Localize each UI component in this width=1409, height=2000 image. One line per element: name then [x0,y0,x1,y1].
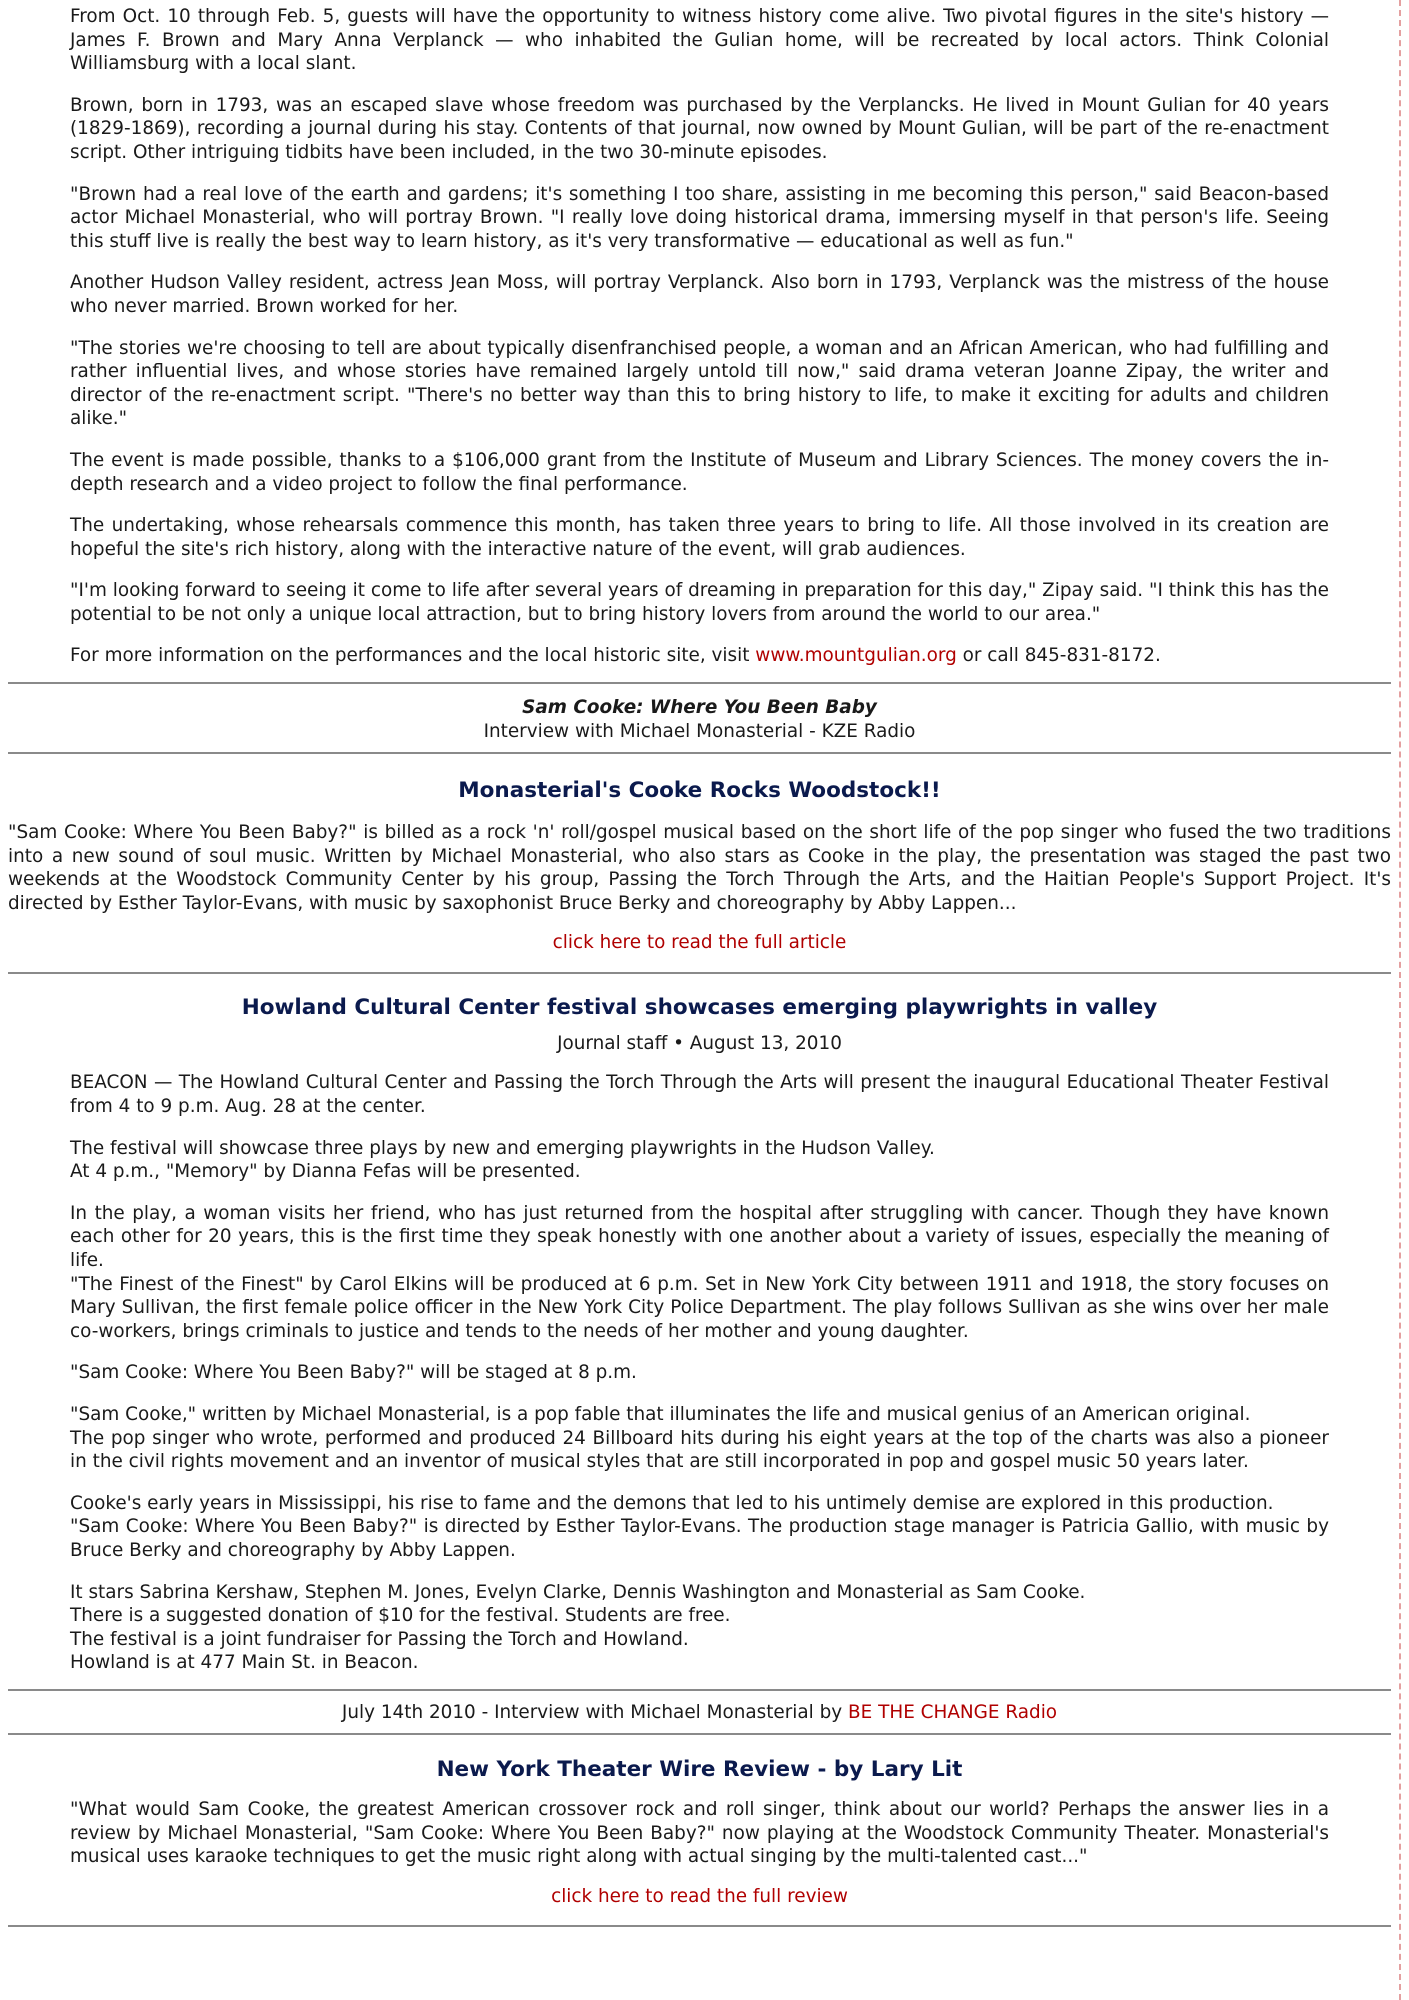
article-paragraph: "Brown had a real love of the earth and gardens; it's something I too share, assisting in me becoming this person," said Beacon-based actor Michael Monasterial, who will portray Brown. "I really love doing historical drama, immersing myself in that person's life. Seeing this stuff live is really the best way to learn history, as it's very transformative — educational as well as fun." [70,183,1329,252]
article-line: Cooke's early years in Mississippi, his rise to fame and the demons that led to his untimely demise are explored in this production. [70,1492,1274,1514]
article-paragraph-group [70,1202,1329,1344]
article-line: There is a suggested donation of $10 for the festival. Students are free. [70,1605,731,1627]
mountgulian-link[interactable]: www.mountgulian.org [755,645,957,667]
article-line: The pop singer who wrote, performed and produced 24 Billboard hits during his eight years at the top of the charts was also a pioneer in the civil rights movement and an inventor of musical styles that are still incorporated in pop and gospel music 50 years later. [70,1427,1329,1473]
article-theater-wire [0,1735,1399,1909]
read-full-review-link[interactable]: click here to read the full review [551,1885,848,1907]
info-prefix: For more information on the performances and the local historic site, visit [70,645,756,667]
article-line: In the play, a woman visits her friend, who has just returned from the hospital after struggling with cancer. Though they have known each other for 20 years, this is the first time they speak honestly with one another about a variety of issues, especially the meaning of life. [70,1202,1329,1271]
interview-line [0,1701,1399,1725]
article-heading: New York Theater Wire Review - by Lary Lit [436,1756,963,1782]
article-paragraph-group [70,1581,1329,1675]
article-line: The festival will showcase three plays by new and emerging playwrights in the Hudson Valley. [70,1137,935,1159]
article-body: "Sam Cooke: Where You Been Baby?" is billed as a rock 'n' roll/gospel musical based on the short life of the pop singer who fused the two traditions into a new sound of soul music. Written by Michael Monasterial, who also stars as Cooke in the play, the presentation was staged the past two weekends at the Woodstock Community Center by his group, Passing the Torch Through the Arts, and the Haitian People's Support Project. It's directed by Esther Taylor-Evans, with music by saxophonist Bruce Berky and choreography by Abby Lappen... [8,822,1391,914]
byline: Journal staff • August 13, 2010 [557,1033,842,1055]
article-line: "The Finest of the Finest" by Carol Elkins will be produced at 6 p.m. Set in New York City between 1911 and 1918, the story focuses on Mary Sullivan, the first female police officer in the New York City Police Department. The play follows Sullivan as she wins over her male co-workers, brings criminals to justice and tends to the needs of her mother and young daughter. [70,1273,1329,1342]
article-howland [0,974,1399,1674]
interview-kze [0,684,1399,752]
article-paragraph: The undertaking, whose rehearsals commence this month, has taken three years to bring to life. All those involved in its creation are hopeful the site's rich history, along with the interactive nature of the event, will grab audiences. [70,515,1329,560]
interview-subtitle: Interview with Michael Monasterial - KZE Radio [483,721,916,743]
article-paragraph-group [70,1137,1329,1184]
article-heading: Howland Cultural Center festival showcases emerging playwrights in valley [241,995,1158,1021]
interview-title[interactable]: Sam Cooke: Where You Been Baby [522,697,877,719]
article-paragraph: Brown, born in 1793, was an escaped slave whose freedom was purchased by the Verplancks. He lived in Mount Gulian for 40 years (1829-1869), recording a journal during his stay. Contents of that journal, now owned by Mount Gulian, will be part of the re-enactment script. Other intriguing tidbits have been included, in the two 30-minute episodes. [70,94,1329,163]
article-paragraph-group [70,1403,1329,1474]
article-paragraph: "The stories we're choosing to tell are about typically disenfranchised people, a woman and an African American, who had fulfilling and rather influential lives, and whose stories have remained largely untold till now," said drama veteran Joanne Zipay, the writer and director of the re-enactment script. "There's no better way than this to bring history to life, to make it exciting for adults and children alike." [70,337,1329,430]
article-mount-gulian [0,0,1399,668]
article-paragraph: "Sam Cooke: Where You Been Baby?" will be staged at 8 p.m. [70,1362,637,1384]
article-line: It stars Sabrina Kershaw, Stephen M. Jones, Evelyn Clarke, Dennis Washington and Monasterial as Sam Cooke. [70,1581,1086,1603]
read-full-article-link[interactable]: click here to read the full article [552,932,847,954]
article-paragraph-group [70,1492,1329,1563]
article-paragraph: BEACON — The Howland Cultural Center and Passing the Torch Through the Arts will present the inaugural Educational Theater Festival from 4 to 9 p.m. Aug. 28 at the center. [70,1072,1329,1118]
article-paragraph: "I'm looking forward to seeing it come to life after several years of dreaming in preparation for this day," Zipay said. "I think this has the potential to be not only a unique local attraction, but to bring history lovers from around the world to our area." [70,580,1329,625]
info-paragraph [70,644,1329,668]
divider [8,1925,1391,1927]
article-line: "Sam Cooke: Where You Been Baby?" is directed by Esther Taylor-Evans. The production stage manager is Patricia Gallio, with music by Bruce Berky and choreography by Abby Lappen. [70,1516,1329,1561]
article-line: "Sam Cooke," written by Michael Monasterial, is a pop fable that illuminates the life and musical genius of an American original. [70,1403,1251,1425]
article-heading: Monasterial's Cooke Rocks Woodstock!! [458,778,941,804]
article-paragraph: The event is made possible, thanks to a $106,000 grant from the Institute of Museum and Library Sciences. The money covers the in-depth research and a video project to follow the final performance. [70,449,1329,495]
article-woodstock [0,754,1399,955]
article-body: "What would Sam Cooke, the greatest American crossover rock and roll singer, think about our world? Perhaps the answer lies in a review by Michael Monasterial, "Sam Cooke: Where You Been Baby?" now playing at the Woodstock Community Theater. Monasterial's musical uses karaoke techniques to get the music right along with actual singing by the multi-talented cast..." [70,1798,1329,1868]
be-the-change-radio-link[interactable]: BE THE CHANGE Radio [848,1701,1058,1723]
interview-be-the-change [0,1691,1399,1733]
article-paragraph: From Oct. 10 through Feb. 5, guests will have the opportunity to witness history come alive. Two pivotal figures in the site's history — James F. Brown and Mary Anna Verplanck — who inhabited the Gulian home, will be recreated by local actors. Think Colonial Williamsburg with a local slant. [70,6,1329,75]
article-paragraph: Another Hudson Valley resident, actress Jean Moss, will portray Verplanck. Also born in 1793, Verplanck was the mistress of the house who never married. Brown worked for her. [70,272,1329,317]
article-line: Howland is at 477 Main St. in Beacon. [70,1652,419,1674]
interview-text: July 14th 2010 - Interview with Michael Monasterial by [341,1701,849,1723]
info-suffix: or call 845-831-8172. [956,645,1161,667]
article-line: At 4 p.m., "Memory" by Dianna Fefas will be presented. [70,1161,581,1183]
article-line: The festival is a joint fundraiser for Passing the Torch and Howland. [70,1628,689,1650]
